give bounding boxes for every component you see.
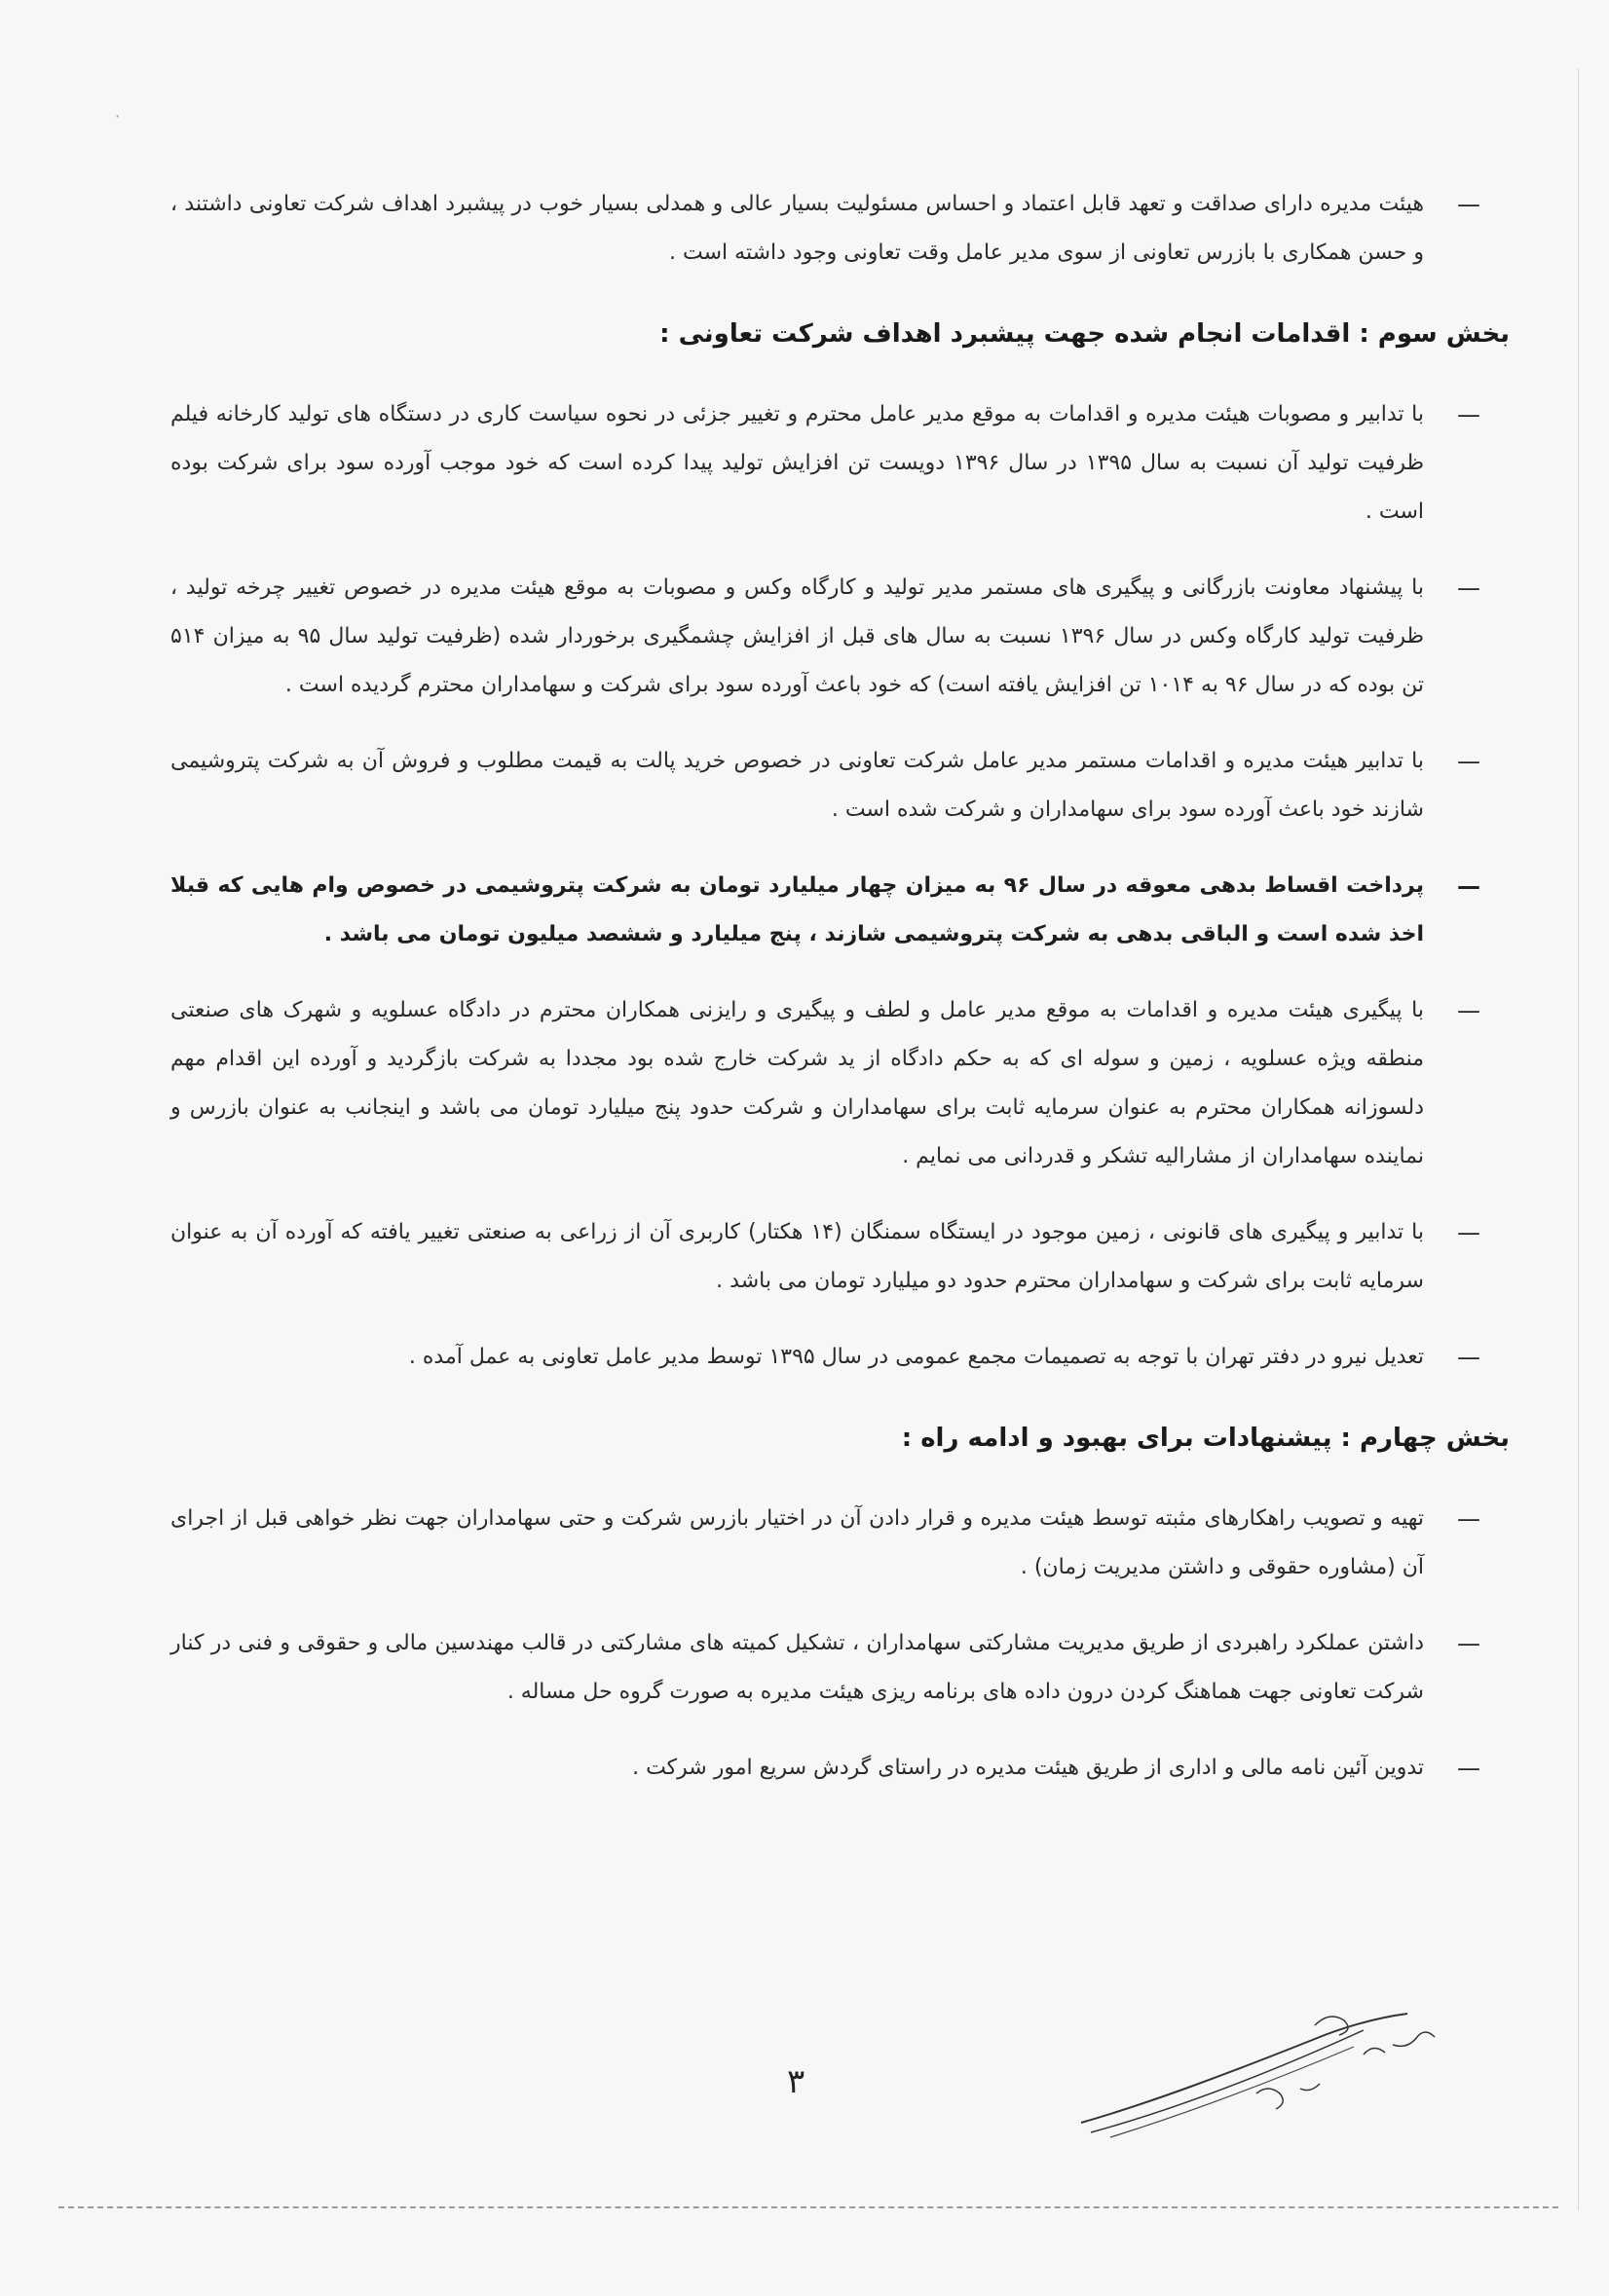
section3-item-text: با تدابیر و پیگیری های قانونی ، زمین موجود در ایستگاه سمنگان (۱۴ هکتار) کاربری آن از زراعی به صنعتی تغییر یافته که آورده آن به عنوان سرمایه ثابت برای شرکت و سهامداران محترم حدود دو میلیارد تومان می باشد .: [170, 1220, 1425, 1293]
section4-item: [170, 1495, 1480, 1592]
section3-item: [170, 1208, 1480, 1306]
signature-icon: [1071, 1986, 1461, 2152]
bullet-dash-icon: —: [1457, 1630, 1480, 1657]
section3-item-text: تعدیل نیرو در دفتر تهران با توجه به تصمیمات مجمع عمومی در سال ۱۳۹۵ توسط مدیر عامل تعاونی به عمل آمده .: [408, 1345, 1424, 1369]
section3-item-text: با پیگیری هیئت مدیره و اقدامات به موقع مدیر عامل و لطف و پیگیری و رایزنی همکاران محترم در دادگاه عسلویه و شهرک های صنعتی منطقه ویژه عسلویه ، زمین و سوله ای که به حکم دادگاه از ید شرکت خارج شده بود مجددا به شرکت بازگردید و آورده این اقدام مهم دلسوزانه همکاران محترم به عنوان سرمایه ثابت برای سهامداران و شرکت حدود پنج میلیارد تومان می باشد و اینجانب به عنوان بازرس و نماینده سهامداران از مشارالیه تشکر و قدردانی می نمایم .: [170, 998, 1424, 1168]
section4-item-text: تهیه و تصویب راهکارهای مثبته توسط هیئت مدیره و قرار دادن آن در اختیار بازرس شرکت و حتی سهامداران جهت نظر خواهی قبل از اجرای آن (مشاوره حقوقی و داشتن مدیریت زمان) .: [170, 1506, 1424, 1579]
section3-item-text: با پیشنهاد معاونت بازرگانی و پیگیری های مستمر مدیر تولید و کارگاه وکس و مصوبات به موقع هیئت مدیره در خصوص تغییر چرخه تولید ، ظرفیت تولید کارگاه وکس در سال ۱۳۹۶ نسبت به سال های قبل از افزایش چشمگیری برخوردار شده (ظرفیت تولید سال ۹۵ به میزان ۵۱۴ تن بوده که در سال ۹۶ به ۱۰۱۴ تن افزایش یافته است) که خود باعث آورده سود برای شرکت و سهامداران محترم گردیده است .: [170, 575, 1424, 697]
section4-item-text: داشتن عملکرد راهبردی از طریق مدیریت مشارکتی سهامداران ، تشکیل کمیته های مشارکتی در قالب مهندسین مالی و حقوقی و فنی در کنار شرکت تعاونی جهت هماهنگ کردن درون داده های برنامه ریزی هیئت مدیره به صورت گروه حل مساله .: [170, 1631, 1424, 1704]
bullet-dash-icon: —: [1457, 997, 1480, 1024]
section3-item: [170, 862, 1480, 959]
bullet-dash-icon: —: [1457, 1219, 1480, 1246]
scan-mark: ·: [115, 107, 121, 126]
section3-item: [170, 564, 1480, 710]
bullet-dash-icon: —: [1457, 748, 1480, 775]
section3-item-text: پرداخت اقساط بدهی معوقه در سال ۹۶ به میزان چهار میلیارد تومان به شرکت پتروشیمی در خصوص وام هایی که قبلا اخذ شده است و الباقی بدهی به شرکت پتروشیمی شازند ، پنج میلیارد و ششصد میلیون تومان می باشد .: [170, 873, 1424, 946]
section3-item-text: با تدابیر هیئت مدیره و اقدامات مستمر مدیر عامل شرکت تعاونی در خصوص خرید پالت به قیمت مطلوب و فروش آن به شرکت پتروشیمی شازند خود باعث آورده سود برای سهامداران و شرکت شده است .: [170, 749, 1424, 822]
section3-item: [170, 390, 1480, 537]
bullet-dash-icon: —: [1457, 401, 1480, 428]
intro-paragraph: [170, 180, 1480, 278]
section4-item: [170, 1619, 1480, 1717]
footer-rule: [58, 2206, 1558, 2208]
intro-text: هیئت مدیره دارای صداقت و تعهد قابل اعتماد و احساس مسئولیت بسیار عالی و همدلی بسیار خوب در پیشبرد اهداف شرکت تعاونی داشتند ، و حسن همکاری با بازرس تعاونی از سوی مدیر عامل وقت تعاونی وجود داشته است .: [170, 192, 1424, 265]
bullet-dash-icon: —: [1457, 574, 1480, 602]
bullet-dash-icon: —: [1457, 1344, 1480, 1371]
section3-item: [170, 986, 1480, 1181]
bullet-dash-icon: —: [1457, 872, 1480, 900]
bullet-dash-icon: —: [1457, 1755, 1480, 1782]
section4-heading: بخش چهارم : پیشنهادات برای بهبود و ادامه راه :: [901, 1424, 1510, 1453]
section3-item: [170, 737, 1480, 834]
bullet-dash-icon: —: [1457, 191, 1480, 218]
section3-item-text: با تدابیر و مصوبات هیئت مدیره و اقدامات به موقع مدیر عامل محترم و تغییر جزئی در نحوه سیاست کاری در دستگاه های تولید کارخانه فیلم ظرفیت تولید آن نسبت به سال ۱۳۹۵ در سال ۱۳۹۶ دویست تن افزایش تولید پیدا کرده است که خود موجب آورده سود برای شرکت بوده است .: [170, 402, 1424, 524]
bullet-dash-icon: —: [1457, 1505, 1480, 1533]
section3-heading: بخش سوم : اقدامات انجام شده جهت پیشبرد اهداف شرکت تعاونی :: [659, 319, 1510, 349]
section4-item: [170, 1744, 1480, 1793]
page-number: ۳: [787, 2062, 805, 2101]
section3-item: [170, 1333, 1480, 1382]
document-body: [170, 180, 1510, 1820]
section4-item-text: تدوین آئین نامه مالی و اداری از طریق هیئت مدیره در راستای گردش سریع امور شرکت .: [632, 1756, 1424, 1780]
